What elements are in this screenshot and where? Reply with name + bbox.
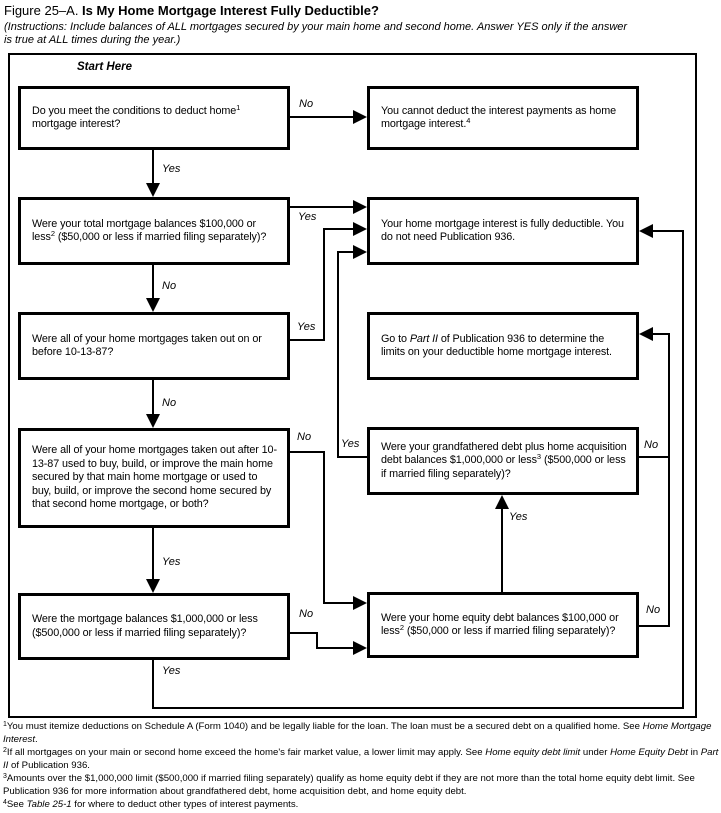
edge-label-no-1987: No	[162, 397, 177, 409]
box-fully-deductible-text	[370, 218, 636, 245]
footnote-4-text: for where to deduct other types of interest payments.	[71, 799, 299, 810]
arrowhead-right-icon	[353, 245, 367, 259]
box-q-grandfathered-text	[370, 441, 636, 482]
text-segment: of Publication 936 to determine the limits on your deductible home mortgage interest.	[381, 332, 612, 358]
box-cannot-deduct-text	[370, 105, 636, 132]
arrowhead-down-icon	[146, 298, 160, 312]
text-segment: You cannot deduct the interest payments as home mortgage interest.	[381, 104, 616, 130]
arrowhead-right-icon	[353, 200, 367, 214]
connector-line	[290, 339, 325, 341]
box-q-100k-text	[21, 218, 287, 245]
arrowhead-right-icon	[353, 596, 367, 610]
text-segment: Were your grandfathered debt plus home acquisition debt balances $1,000,000 or less	[381, 440, 627, 467]
edge-label-yes-conditions: Yes	[162, 163, 181, 175]
text-segment: Were the mortgage balances $1,000,000 or less ($500,000 or less if married filing separately)?	[32, 613, 258, 639]
text-segment: Were your total mortgage balances $100,000 or less	[32, 217, 256, 243]
arrowhead-down-icon	[146, 579, 160, 593]
arrowhead-down-icon	[146, 414, 160, 428]
footnote-2-text: under	[580, 747, 611, 758]
arrowhead-down-icon	[146, 183, 160, 197]
edge-label-no-home-equity: No	[646, 604, 661, 616]
edge-label-yes-1m: Yes	[162, 665, 181, 677]
footnote-2-text: If all mortgages on your main or second home exceed the home's fair market value, a lower limit may apply. See	[6, 747, 486, 758]
arrowhead-right-icon	[353, 110, 367, 124]
connector-line	[639, 456, 670, 458]
figure-instructions	[4, 21, 627, 47]
connector-line	[337, 251, 339, 458]
arrowhead-left-icon	[639, 224, 653, 238]
footnote-1-text: You must itemize deductions on Schedule A (Form 1040) and be legally liable for the loan. The loan must be a secured debt on a qualified home. See	[6, 721, 643, 732]
footnote-3-text: Amounts over the $1,000,000 limit ($500,000 if married filing separately) qualify as home equity debt if they are not more than the total home equity debt limit. See Publication 936 for more information about grandfathered debt, home acquisition debt, and home equity debt.	[3, 773, 695, 797]
box-q-1m	[18, 593, 290, 660]
connector-line	[290, 206, 353, 208]
text-segment: ($500,000 or less if married filing separately)?	[381, 454, 626, 480]
edge-label-yes-1987: Yes	[297, 321, 316, 333]
connector-line	[668, 333, 670, 627]
footnote-4-text: See	[6, 799, 27, 810]
text-segment: Do you meet the conditions to deduct home	[32, 104, 237, 117]
connector-line	[152, 265, 154, 299]
arrowhead-right-icon	[353, 641, 367, 655]
box-q-100k	[18, 197, 290, 265]
connector-line	[323, 228, 354, 230]
connector-line	[152, 707, 684, 709]
connector-line	[653, 230, 684, 232]
box-q-conditions	[18, 86, 290, 150]
connector-line	[290, 632, 318, 634]
footnote-ref-2: 2	[50, 229, 55, 238]
footnote-3	[3, 772, 719, 798]
box-q-before-1987	[18, 312, 290, 380]
edge-label-no-1m: No	[299, 608, 314, 620]
start-here-label: Start Here	[77, 61, 132, 73]
arrowhead-right-icon	[353, 222, 367, 236]
connector-line	[337, 251, 354, 253]
footnote-2-text: in	[687, 747, 701, 758]
connector-line	[323, 451, 325, 604]
box-q-before-1987-text	[21, 333, 287, 360]
figure-title	[4, 3, 379, 18]
footnote-4-ref: Table 25-1	[26, 799, 72, 810]
text-segment: Were all of your home mortgages taken out after 10-13-87 used to buy, build, or improve the main home secured by that main home mortgage or used to buy, build, or improve the second home secured by that second home mortgage, or both?	[32, 444, 277, 511]
footnote-2-ref: Part II	[3, 747, 719, 771]
connector-line	[290, 116, 353, 118]
footnote-3-marker: 3	[3, 773, 7, 780]
connector-line	[290, 451, 325, 453]
footnote-ref-4: 4	[466, 116, 471, 125]
box-q-1m-text	[21, 613, 287, 640]
footnote-2-ref: Home Equity Debt	[610, 747, 688, 758]
arrowhead-left-icon	[639, 327, 653, 341]
edge-label-no-improve: No	[297, 431, 312, 443]
box-q-grandfathered	[367, 427, 639, 495]
text-segment-italic: Part II	[409, 332, 438, 345]
box-cannot-deduct	[367, 86, 639, 150]
footnote-2-marker: 2	[3, 747, 7, 754]
text-segment: ($50,000 or less if married filing separately)?	[403, 625, 616, 637]
text-segment: mortgage interest?	[32, 118, 121, 130]
footnote-1-text: .	[35, 734, 38, 745]
footnote-4	[3, 798, 719, 811]
footnote-2	[3, 746, 719, 772]
footnote-4-marker: 4	[3, 799, 7, 806]
instructions-line-2: is true at ALL times during the year.)	[4, 34, 181, 46]
footnote-ref-2: 2	[399, 623, 404, 632]
box-fully-deductible	[367, 197, 639, 265]
box-q-conditions-text	[21, 102, 287, 132]
connector-line	[682, 230, 684, 709]
box-q-improve	[18, 428, 290, 528]
box-q-improve-text	[21, 444, 287, 512]
footnote-ref-3: 3	[536, 452, 542, 462]
figure-title-text: Is My Home Mortgage Interest Fully Deductible?	[78, 3, 379, 18]
edge-label-no-grandfathered: No	[644, 439, 659, 451]
connector-line	[152, 528, 154, 580]
edge-label-yes-grandfathered: Yes	[341, 438, 360, 450]
footnote-1-ref: Home Mortgage Interest	[3, 721, 712, 745]
footnote-1	[3, 720, 719, 746]
footnote-2-text: of Publication 936.	[8, 760, 90, 771]
footnote-2-ref: Home equity debt limit	[485, 747, 581, 758]
footnote-ref-1: 1	[236, 102, 241, 112]
connector-line	[639, 625, 670, 627]
footnotes	[3, 720, 719, 811]
footnote-1-marker: 1	[3, 721, 7, 728]
edge-label-no-100k: No	[162, 280, 177, 292]
text-segment: Were all of your home mortgages taken out on or before 10-13-87?	[32, 332, 262, 358]
connector-line	[152, 150, 154, 184]
box-go-to-part2-text	[370, 333, 636, 360]
edge-label-yes-100k: Yes	[298, 211, 317, 223]
text-segment: Go to	[381, 332, 410, 345]
connector-line	[323, 228, 325, 341]
text-segment: Your home mortgage interest is fully deductible. You do not need Publication 936.	[381, 217, 624, 243]
edge-label-yes-home-equity: Yes	[509, 511, 528, 523]
connector-line	[323, 602, 354, 604]
box-go-to-part2	[367, 312, 639, 380]
edge-label-no-conditions: No	[299, 98, 314, 110]
box-q-home-equity	[367, 592, 639, 658]
figure-label: Figure 25–A.	[4, 3, 79, 18]
connector-line	[337, 456, 368, 458]
connector-line	[653, 333, 670, 335]
connector-line	[316, 647, 354, 649]
edge-label-yes-improve: Yes	[162, 556, 181, 568]
text-segment: Were your home equity debt balances $100,000 or less	[381, 611, 619, 637]
connector-line	[152, 380, 154, 415]
text-segment: ($50,000 or less if married filing separately)?	[54, 231, 267, 243]
arrowhead-up-icon	[495, 495, 509, 509]
box-q-home-equity-text	[370, 612, 636, 639]
instructions-line-1: (Instructions: Include balances of ALL mortgages secured by your main home and second home. Answer YES only if the answer	[4, 21, 628, 33]
connector-line	[152, 660, 154, 709]
connector-line	[501, 509, 503, 592]
